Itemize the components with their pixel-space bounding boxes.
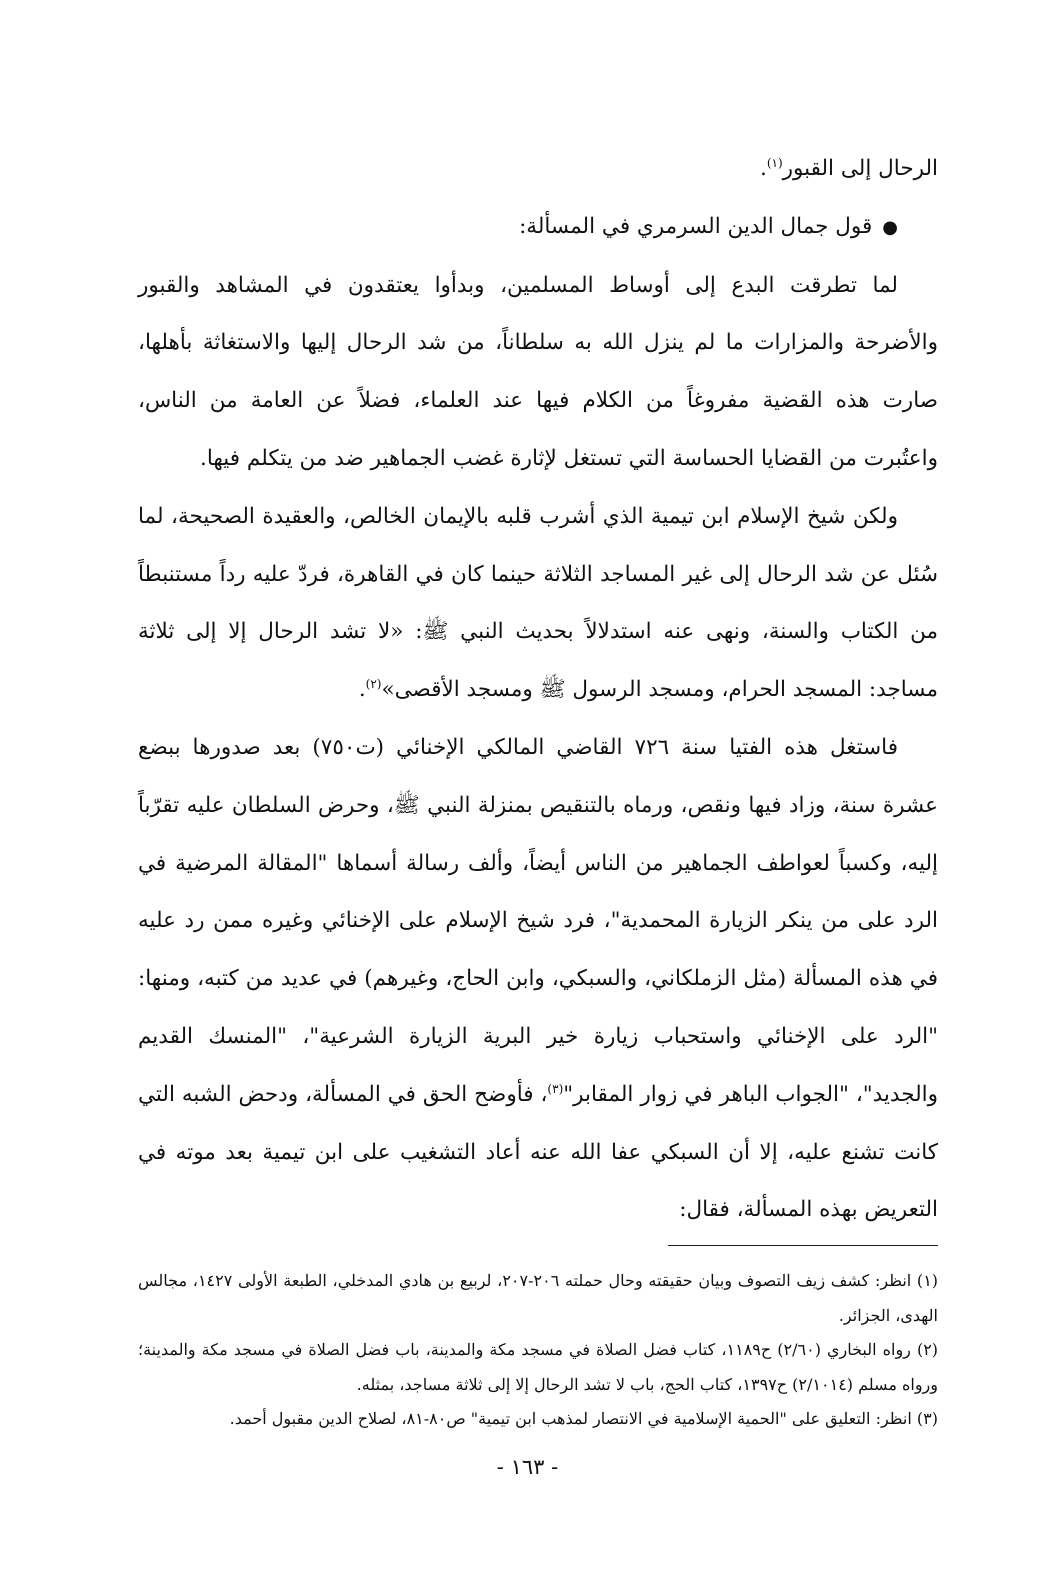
paragraph-1-end: . <box>759 156 767 181</box>
footnote-1: (١) انظر: كشف زيف التصوف وبيان حقيقته وحال حملته ٢٠٦-٢٠٧، لربيع بن هادي المدخلي، الطبعة الأولى ١٤٢٧، مجالس الهدى، الجزائر. <box>138 1271 939 1325</box>
section-heading <box>138 198 938 257</box>
footnote-divider <box>668 1245 938 1246</box>
paragraph-3-end: . <box>358 677 366 703</box>
paragraph-1-text: الرحال إلى القبور <box>782 156 938 181</box>
page-number: - ١٦٣ - <box>496 1455 559 1479</box>
footnote-2: (٢) رواه البخاري (٢/٦٠) ح١١٨٩، كتاب فضل الصلاة في مسجد مكة والمدينة، باب فضل الصلاة في مسجد مكة والمدينة؛ ورواه مسلم (٢/١٠١٤) ح١٣٩٧، كتاب الحج، باب لا تشد الرحال إلا إلى ثلاثة مساجد، بمثله. <box>138 1340 939 1394</box>
footnotes <box>138 1264 938 1437</box>
paragraph-4-text: فاستغل هذه الفتيا سنة ٧٢٦ القاضي المالكي الإخنائي (ت٧٥٠) بعد صدورها ببضع عشرة سنة، وزاد فيها ونقص، ورماه بالتنقيص بمنزلة النبي ﷺ، وحرض السلطان عليه تقرّباً إليه، وكسباً لعواطف الجماهير من الناس أيضاً، وألف رسالة أسماها "المقالة المرضية في الرد على من ينكر الزيارة المحمدية"، فرد شيخ الإسلام على الإخنائي وغيره ممن رد عليه في هذه المسألة (مثل الزملكاني، والسبكي، وابن الحاج، وغيرهم) في عديد من كتبه، ومنها: "الرد على الإخنائي واستحباب زيارة خير البرية الزيارة الشرعية"، "المنسك القديم والجديد"، "الجواب الباهر في زوار المقابر" <box>138 734 939 1107</box>
footnote-ref-1: (١) <box>766 155 783 170</box>
paragraph-2: لما تطرقت البدع إلى أوساط المسلمين، وبدأوا يعتقدون في المشاهد والقبور والأضرحة والمزارات ما لم ينزل الله به سلطاناً، من شد الرحال إليها والاستغاثة بأهلها، صارت هذه القضية مفروغاً من الكلام فيها عند العلماء، فضلاً عن العامة من الناس، واعتُبرت من القضايا الحساسة التي تستغل لإثارة غضب الجماهير ضد من يتكلم فيها. <box>138 272 938 471</box>
footnote-ref-3: (٣) <box>547 1081 564 1096</box>
paragraph-1 <box>138 140 938 198</box>
paragraph-3 <box>138 488 938 719</box>
footnote-3: (٣) انظر: التعليق على "الحمية الإسلامية في الانتصار لمذهب ابن تيمية" ص٨٠-٨١، لصلاح الدين مقبول أحمد. <box>229 1409 938 1428</box>
bullet-icon: ● <box>882 216 898 238</box>
main-text <box>138 140 938 1239</box>
section-heading-text: قول جمال الدين السرمري في المسألة: <box>519 213 873 239</box>
footnote-ref-2: (٢) <box>365 677 382 692</box>
paragraph-3-text: ولكن شيخ الإسلام ابن تيمية الذي أشرب قلبه بالإيمان الخالص، والعقيدة الصحيحة، لما سُئل عن شد الرحال إلى غير المساجد الثلاثة حينما كان في القاهرة، فردّ عليه رداً مستنبطاً من الكتاب والسنة، ونهى عنه استدلالاً بحديث النبي ﷺ: «لا تشد الرحال إلا إلى ثلاثة مساجد: المسجد الحرام، ومسجد الرسول ﷺ ومسجد الأقصى» <box>138 503 938 703</box>
paragraph-4-end: ، فأوضح الحق في المسألة، ودحض الشبه التي كانت تشنع عليه، إلا أن السبكي عفا الله عنه أعاد التشغيب على ابن تيمية بعد موته في التعريض بهذه المسألة، فقال: <box>138 1081 938 1223</box>
paragraph-4 <box>138 719 938 1239</box>
